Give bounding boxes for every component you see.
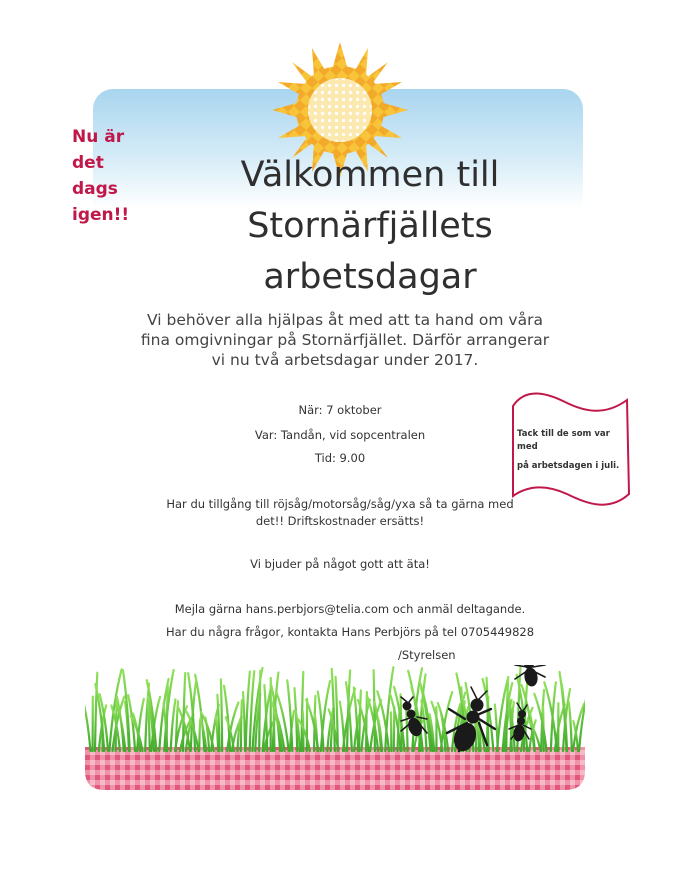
event-time: Tid: 9.00 [314,451,366,465]
grass-blade [374,670,375,751]
grass-blade [85,690,90,751]
contact-text: Har du några frågor, kontakta Hans Perbjörs på tel 0705449828 [165,625,535,639]
thanks-note-line1: Tack till de som var med [517,429,610,452]
page-title: Välkommen till Stornärfjällets arbetsdagar [240,155,500,297]
grass-and-ants-illustration [85,665,585,795]
thanks-note-line2: på arbetsdagen i juli. [517,461,620,471]
email-text: Mejla gärna hans.perbjors@telia.com och anmäl deltagande. [174,602,526,616]
event-date: När: 7 oktober [298,403,382,417]
grass-blade [221,679,222,751]
tools-text: Har du tillgång till röjsåg/motorsåg/såg/yxa så ta gärna med det!! Driftskostnader ersätts! [166,497,514,528]
grass-blade [495,704,498,751]
side-note: Nu är det dags igen!! [72,127,130,225]
grass-blade [199,720,200,751]
event-location: Var: Tandån, vid sopcentralen [254,428,426,442]
grass-blade [359,690,361,751]
grass-blade [171,699,176,751]
grass-blade [340,702,345,751]
grass-blade [367,697,378,751]
grass-blade [259,671,260,751]
signature: /Styrelsen [398,648,456,662]
food-text: Vi bjuder på något gott att äta! [250,557,430,571]
grass-blade [569,702,572,751]
intro-text: Vi behöver alla hjälpas åt med att ta hand om våra fina omgivningar på Stornärfjället. Därför arrangerar vi nu två arbetsdagar under 2017. [140,311,550,369]
grass-blade [241,700,242,751]
thanks-note [517,428,629,473]
